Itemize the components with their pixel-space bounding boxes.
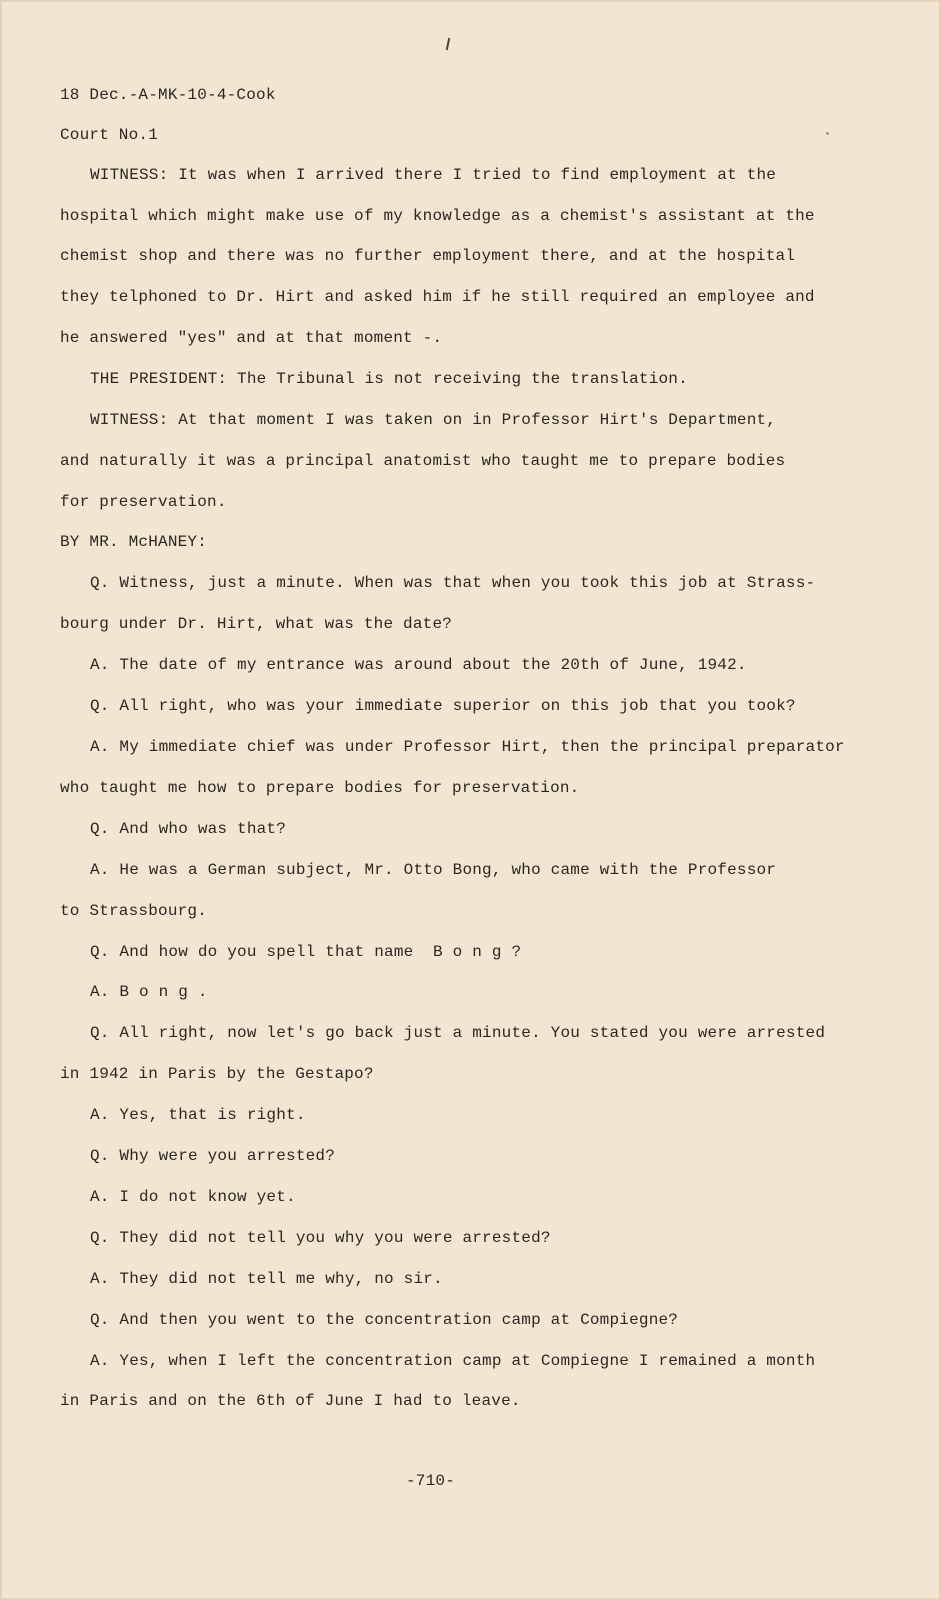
transcript-line: Q. Why were you arrested? [90,1147,336,1165]
transcript-line: in Paris and on the 6th of June I had to leave. [60,1392,521,1410]
transcript-line: A. I do not know yet. [90,1188,296,1206]
transcript-line: A. They did not tell me why, no sir. [90,1270,443,1288]
page-number: -710- [406,1472,456,1490]
transcript-line: A. He was a German subject, Mr. Otto Bong, who came with the Professor [90,861,777,879]
transcript-line: who taught me how to prepare bodies for preservation. [60,779,580,797]
transcript-line: A. The date of my entrance was around about the 20th of June, 1942. [90,656,747,674]
transcript-line: bourg under Dr. Hirt, what was the date? [60,615,453,633]
transcript-line: for preservation. [60,493,227,511]
transcript-line: WITNESS: At that moment I was taken on in Professor Hirt's Department, [90,411,777,429]
transcript-line: A. My immediate chief was under Professor Hirt, then the principal preparator [90,738,845,756]
transcript-line: BY MR. McHANEY: [60,533,208,551]
transcript-line: to Strassbourg. [60,902,208,920]
transcript-line: they telphoned to Dr. Hirt and asked him if he still required an employee and [60,288,815,306]
transcript-line: Q. And how do you spell that name B o n g ? [90,943,522,961]
ink-mark [446,38,450,50]
transcript-line: hospital which might make use of my knowledge as a chemist's assistant at the [60,207,815,225]
transcript-line: Q. Witness, just a minute. When was that when you took this job at Strass- [90,574,816,592]
transcript-line: WITNESS: It was when I arrived there I tried to find employment at the [90,166,777,184]
court-label: Court No.1 [60,126,159,144]
transcript-line: Q. They did not tell you why you were arrested? [90,1229,551,1247]
transcript-line: Q. All right, who was your immediate superior on this job that you took? [90,697,796,715]
transcript-line: he answered "yes" and at that moment -. [60,329,443,347]
transcript-line: THE PRESIDENT: The Tribunal is not receiving the translation. [90,370,688,388]
transcript-line: and naturally it was a principal anatomist who taught me to prepare bodies [60,452,786,470]
document-reference: 18 Dec.-A-MK-10-4-Cook [60,86,276,104]
transcript-line: A. Yes, when I left the concentration camp at Compiegne I remained a month [90,1352,816,1370]
paper-speck [826,132,829,135]
transcript-line: Q. And who was that? [90,820,287,838]
transcript-line: Q. All right, now let's go back just a minute. You stated you were arrested [90,1024,826,1042]
transcript-line: Q. And then you went to the concentration camp at Compiegne? [90,1311,679,1329]
transcript-line: chemist shop and there was no further employment there, and at the hospital [60,247,796,265]
transcript-line: A. Yes, that is right. [90,1106,306,1124]
transcript-line: A. B o n g . [90,983,208,1001]
transcript-line: in 1942 in Paris by the Gestapo? [60,1065,374,1083]
